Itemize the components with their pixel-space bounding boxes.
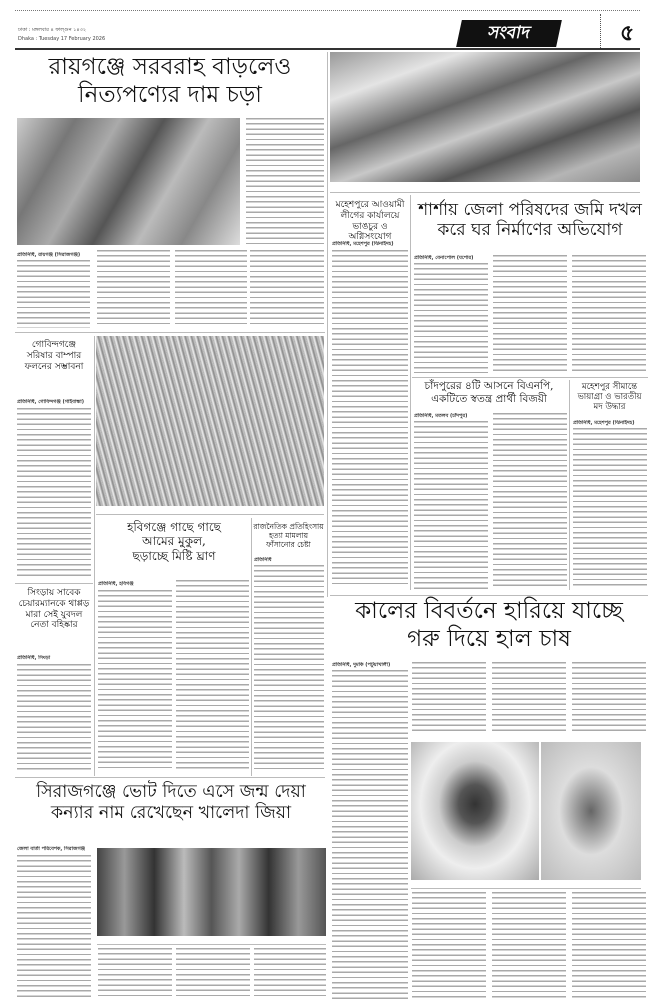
headline-line: ফাঁসানোর চেষ্টা (266, 540, 311, 549)
article-body (246, 118, 324, 246)
photo-caption (411, 882, 641, 889)
headline-line: গোবিন্দগঞ্জে (31, 340, 77, 350)
headline-line: একটিতে স্বতন্ত্র প্রার্থী বিজয়ী (431, 392, 547, 405)
article-body (17, 260, 90, 328)
byline-maheshpur-al: প্রতিনিধি, মহেশপুর (ঝিনাইদহ) (332, 241, 394, 247)
column-divider (569, 380, 570, 590)
header-rule (15, 48, 640, 50)
headline-line: হত্যা মামলায় (269, 531, 308, 540)
headline-line: হবিগঞ্জে গাছে গাছে (127, 520, 221, 534)
article-body (175, 250, 247, 328)
mustard-field-photo (96, 336, 324, 506)
byline-gobindaganj: প্রতিনিধি, গোবিন্দগঞ্জ (গাইবান্ধা) (17, 399, 85, 405)
article-body (98, 590, 172, 772)
headline-line: রায়গঞ্জে সরবরাহ বাড়লেও (48, 54, 292, 80)
headline-line: করে ঘর নির্মাণের অভিযোগ (437, 220, 623, 241)
article-body (254, 948, 326, 1000)
column-divider (327, 52, 328, 597)
headline-gobindaganj[interactable] (15, 340, 93, 372)
vegetable-market-photo (17, 118, 240, 245)
headline-line: শার্শায় জেলা পরিষদের জমি দখল (418, 200, 642, 220)
article-body (176, 580, 249, 772)
article-body (492, 892, 566, 1000)
article-body (572, 892, 646, 1000)
construction-on-land-photo (330, 52, 640, 182)
article-body (573, 428, 647, 588)
article-body (332, 670, 408, 1000)
headline-line: মারা সেই যুবদল (25, 609, 83, 620)
photo-caption (97, 938, 326, 945)
tractor-and-ox-plough-photo (411, 742, 539, 880)
headline-line: ফলনের সম্ভাবনা (24, 361, 84, 372)
column-divider (251, 518, 252, 776)
crowd-photo (97, 848, 326, 936)
headline-chandpur[interactable] (410, 380, 568, 405)
article-body (17, 408, 91, 578)
byline-sirajganj: জেলা বার্তা পরিবেশক, সিরাজগঞ্জ (17, 846, 86, 852)
headline-line: ছড়াচ্ছে মিষ্টি ঘ্রাণ (132, 548, 216, 563)
headline-singra[interactable] (15, 588, 93, 631)
section-divider (330, 595, 648, 596)
date-bengali: ঢাকা : মঙ্গলবার ৪ ফাল্গুন ১৪৩২ (18, 27, 87, 33)
section-divider (15, 777, 325, 778)
headline-line: ভায়াগ্রা ও ভারতীয় (577, 392, 642, 403)
headline-line: কন্যার নাম রেখেছেন খালেদা জিয়া (50, 803, 292, 823)
byline-raiganj: প্রতিনিধি, রায়গঞ্জ (সিরাজগঞ্জ) (17, 252, 81, 258)
headline-habiganj[interactable] (96, 520, 252, 563)
headline-line: ভাঙচুর ও অগ্নিসংযোগ (348, 221, 392, 243)
headline-line: চাঁদপুরের ৪টি আসনে বিএনপি, (424, 380, 554, 392)
headline-line: লীগের কার্যালয়ে (340, 210, 400, 221)
byline-sharsha: প্রতিনিধি, বেনাপোল (যশোর) (414, 255, 474, 261)
article-body (493, 413, 567, 589)
section-divider (15, 332, 325, 333)
headline-line: কালের বিবর্তনে হারিয়ে যাচ্ছে (355, 598, 623, 624)
photo-caption (96, 508, 324, 515)
headline-political[interactable] (252, 522, 325, 549)
headline-line: আমের মুকুল, (142, 534, 206, 549)
headline-line: চেয়ারম্যানকে থাপ্পড় (18, 598, 90, 609)
headline-line: নেতা বহিষ্কার (30, 620, 78, 631)
article-body (17, 664, 91, 772)
headline-maheshpur-border[interactable] (571, 382, 648, 413)
headline-plough[interactable] (330, 598, 648, 653)
article-body (493, 255, 567, 373)
headline-sharsha[interactable] (412, 200, 648, 241)
headline-line: রাজনৈতিক প্রতিহিংসায় (253, 522, 324, 531)
headline-maheshpur-al[interactable] (330, 200, 410, 243)
photo-caption (330, 186, 640, 193)
article-body (412, 662, 486, 732)
headline-line: নিত্যপণ্যের দাম চড়া (78, 81, 262, 108)
page-number: ৫ (620, 21, 635, 46)
article-body (492, 662, 566, 732)
section-divider (412, 377, 648, 378)
headline-line: সিরাজগঞ্জে ভোট দিতে এসে জন্ম দেয়া (36, 782, 306, 802)
article-body (97, 250, 170, 328)
article-body (412, 892, 486, 1000)
headline-line: সরিষার বাম্পার (26, 350, 82, 361)
newspaper-logo: সংবাদ (456, 20, 562, 47)
headline-raiganj[interactable] (15, 54, 325, 109)
byline-political: প্রতিনিধি (254, 557, 272, 563)
headline-line: সিংড়ায় সাবেক (27, 588, 81, 598)
ox-plough-photo (541, 742, 641, 880)
byline-chandpur: প্রতিনিধি, মতলব (চাঁদপুর) (414, 413, 468, 419)
section-divider (15, 583, 93, 584)
column-divider (94, 336, 95, 776)
byline-plough: প্রতিনিধি, দুমকি (পটুয়াখালী) (332, 662, 391, 668)
article-body (250, 250, 324, 328)
article-body (332, 250, 408, 585)
byline-habiganj: প্রতিনিধি, হবিগঞ্জ (98, 581, 134, 587)
headline-sirajganj[interactable] (15, 782, 327, 824)
byline-singra: প্রতিনিধি, সিংড়া (17, 655, 51, 661)
article-body (254, 565, 324, 772)
article-body (414, 263, 488, 373)
headline-line: মহেশপুরে আওয়ামী (335, 200, 405, 210)
article-body (98, 948, 172, 1000)
article-body (572, 662, 646, 732)
article-body (17, 855, 91, 1000)
headline-line: মদ উদ্ধার (593, 402, 626, 413)
byline-maheshpur-border: প্রতিনিধি, মহেশপুর (ঝিনাইদহ) (573, 420, 635, 426)
headline-line: গরু দিয়ে হাল চাষ (407, 625, 571, 652)
date-english: Dhaka : Tuesday 17 February 2026 (18, 36, 106, 42)
article-body (176, 948, 250, 1000)
article-body (572, 255, 646, 373)
article-body (414, 421, 488, 589)
headline-line: মহেশপুর সীমান্তে (581, 382, 638, 392)
top-dotted-rule (15, 10, 640, 11)
header-divider (600, 14, 601, 48)
